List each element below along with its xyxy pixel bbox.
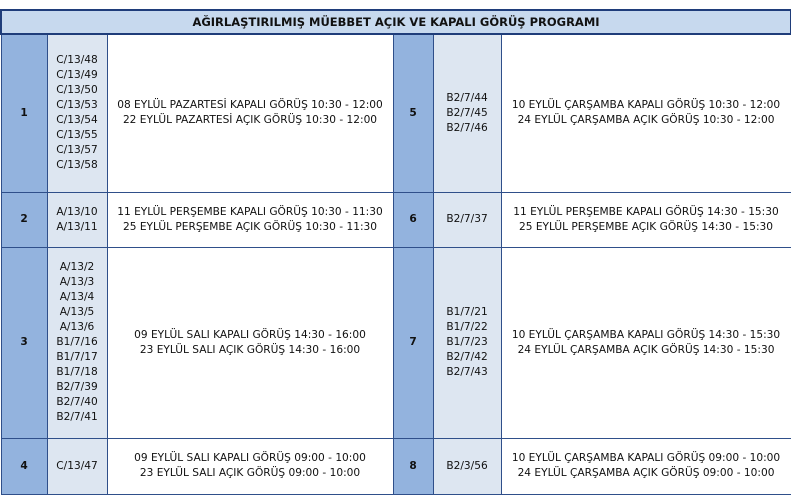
page-title: AĞIRLAŞTIRILMIŞ MÜEBBET AÇIK VE KAPALI GÖRÜŞ PROGRAMI (1, 10, 791, 34)
ward-code: B1/7/17 (56, 351, 98, 363)
closed-visit-line: 10 EYLÜL ÇARŞAMBA KAPALI GÖRÜŞ 10:30 - 12:00 (511, 99, 781, 112)
ward-code: B2/3/56 (446, 459, 488, 472)
ward-code: B1/7/22 (446, 321, 488, 333)
visit-schedule (107, 438, 393, 494)
table-row (1, 34, 791, 192)
ward-list (47, 34, 107, 192)
table-row (1, 247, 791, 438)
ward-code: B2/7/42 (446, 351, 488, 363)
ward-code: B1/7/16 (56, 336, 98, 348)
ward-code: A/13/2 (59, 261, 95, 273)
visit-schedule (501, 192, 791, 247)
group-number: 6 (393, 192, 433, 247)
open-visit-line: 23 EYLÜL SALI AÇIK GÖRÜŞ 14:30 - 16:00 (139, 343, 361, 356)
ward-code: B2/7/39 (56, 381, 98, 393)
ward-code: B2/7/37 (446, 213, 488, 225)
group-number: 1 (1, 34, 47, 192)
ward-code: B2/7/41 (56, 411, 98, 423)
visit-schedule (107, 34, 393, 192)
visit-schedule (501, 247, 791, 438)
ward-list (433, 192, 501, 247)
ward-list (47, 438, 107, 494)
open-visit-line: 24 EYLÜL ÇARŞAMBA AÇIK GÖRÜŞ 10:30 - 12:00 (517, 114, 775, 127)
ward-code: A/13/3 (59, 276, 95, 288)
ward-code: A/13/4 (59, 291, 95, 303)
visit-schedule (107, 247, 393, 438)
ward-code: B2/7/44 (446, 91, 488, 104)
ward-code: C/13/48 (56, 54, 98, 67)
ward-code: C/13/54 (56, 114, 98, 127)
closed-visit-line: 10 EYLÜL ÇARŞAMBA KAPALI GÖRÜŞ 09:00 - 10:00 (511, 452, 781, 464)
ward-code: C/13/49 (56, 69, 98, 82)
ward-code: B1/7/18 (56, 366, 98, 378)
table-row (1, 438, 791, 494)
ward-list (47, 192, 107, 247)
group-number: 2 (1, 192, 47, 247)
open-visit-line: 23 EYLÜL SALI AÇIK GÖRÜŞ 09:00 - 10:00 (139, 467, 361, 479)
title-row (1, 10, 791, 34)
ward-code: B2/7/46 (446, 121, 488, 134)
ward-code: B2/7/45 (446, 106, 488, 119)
ward-code: C/13/57 (56, 144, 98, 157)
open-visit-line: 25 EYLÜL PERŞEMBE AÇIK GÖRÜŞ 10:30 - 11:30 (122, 220, 377, 233)
ward-code: C/13/50 (56, 84, 98, 97)
visit-schedule (107, 192, 393, 247)
ward-code: C/13/53 (56, 99, 98, 112)
ward-code: B2/7/40 (56, 396, 98, 408)
table-body (1, 10, 791, 494)
ward-code: C/13/47 (56, 459, 98, 472)
open-visit-line: 24 EYLÜL ÇARŞAMBA AÇIK GÖRÜŞ 14:30 - 15:30 (517, 343, 775, 356)
ward-code: B2/7/43 (446, 366, 488, 378)
ward-code: C/13/58 (56, 159, 98, 172)
group-number: 8 (393, 438, 433, 494)
open-visit-line: 22 EYLÜL PAZARTESİ AÇIK GÖRÜŞ 10:30 - 12:00 (122, 114, 378, 127)
closed-visit-line: 09 EYLÜL SALI KAPALI GÖRÜŞ 14:30 - 16:00 (134, 328, 366, 341)
group-number: 7 (393, 247, 433, 438)
closed-visit-line: 09 EYLÜL SALI KAPALI GÖRÜŞ 09:00 - 10:00 (134, 452, 366, 464)
ward-list (433, 438, 501, 494)
ward-code: B1/7/23 (446, 336, 488, 348)
table-row (1, 192, 791, 247)
ward-code: B1/7/21 (446, 306, 488, 318)
visit-schedule (501, 34, 791, 192)
group-number: 4 (1, 438, 47, 494)
ward-list (47, 247, 107, 438)
closed-visit-line: 11 EYLÜL PERŞEMBE KAPALI GÖRÜŞ 14:30 - 15:30 (513, 205, 779, 218)
ward-code: A/13/10 (56, 205, 98, 218)
group-number: 5 (393, 34, 433, 192)
ward-code: A/13/6 (59, 321, 95, 333)
ward-code: A/13/5 (59, 306, 95, 318)
right-margin (791, 0, 800, 504)
visit-schedule (501, 438, 791, 494)
open-visit-line: 25 EYLÜL PERŞEMBE AÇIK GÖRÜŞ 14:30 - 15:30 (518, 220, 773, 233)
ward-code: C/13/55 (56, 129, 98, 142)
closed-visit-line: 10 EYLÜL ÇARŞAMBA KAPALI GÖRÜŞ 14:30 - 15:30 (511, 328, 781, 341)
group-number: 3 (1, 247, 47, 438)
visiting-schedule-table (0, 9, 792, 495)
ward-list (433, 247, 501, 438)
closed-visit-line: 08 EYLÜL PAZARTESİ KAPALI GÖRÜŞ 10:30 - 12:00 (117, 99, 383, 112)
closed-visit-line: 11 EYLÜL PERŞEMBE KAPALI GÖRÜŞ 10:30 - 11:30 (117, 205, 383, 218)
ward-list (433, 34, 501, 192)
open-visit-line: 24 EYLÜL ÇARŞAMBA AÇIK GÖRÜŞ 09:00 - 10:00 (517, 467, 775, 479)
ward-code: A/13/11 (56, 220, 98, 233)
